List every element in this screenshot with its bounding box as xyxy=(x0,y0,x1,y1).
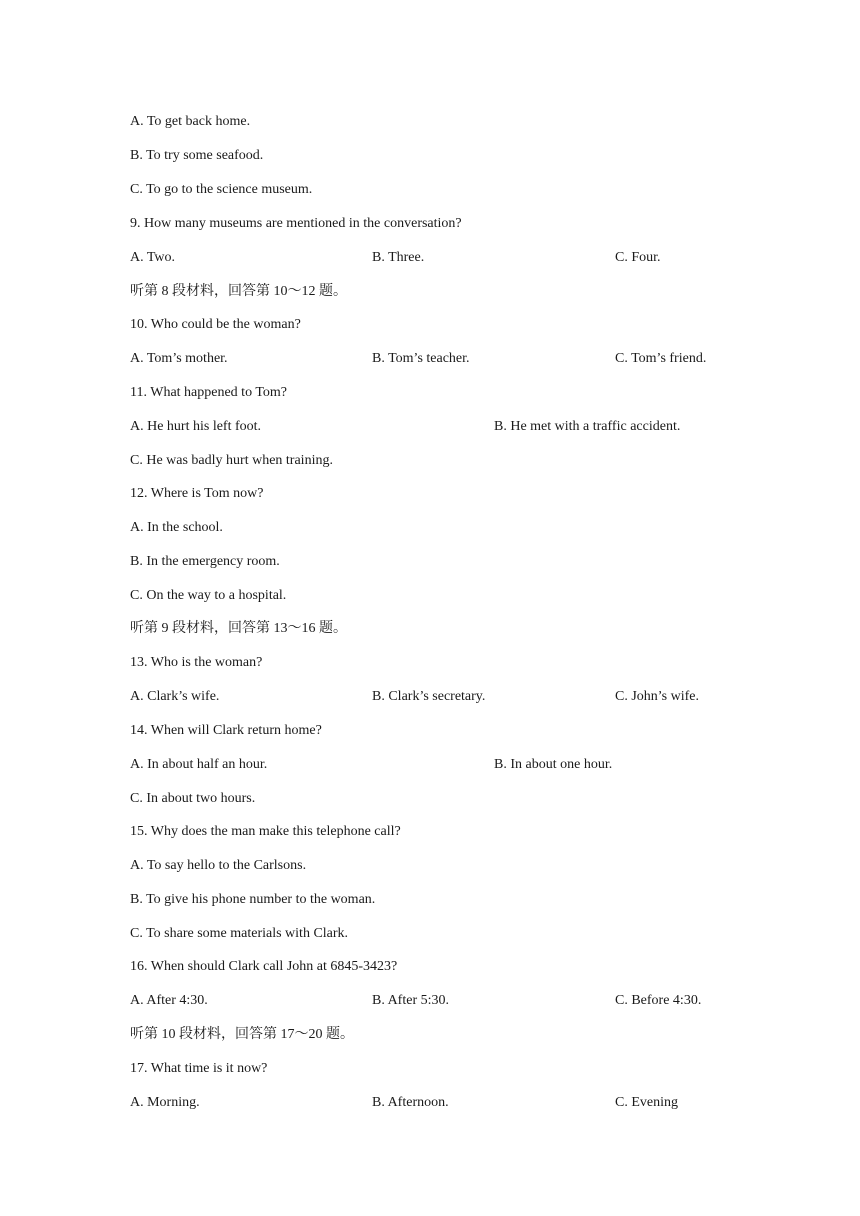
q13-question: 13. Who is the woman? xyxy=(130,655,263,670)
q13-option-c: C. John’s wife. xyxy=(615,689,699,704)
q14-option-b: B. In about one hour. xyxy=(494,757,613,772)
q16-option-a: A. After 4:30. xyxy=(130,993,208,1008)
section-10-heading: 听第 10 段材料，回答第 17～20 题。 xyxy=(130,1027,354,1042)
q14-option-a: A. In about half an hour. xyxy=(130,757,268,772)
q13-option-a: A. Clark’s wife. xyxy=(130,689,220,704)
q17-option-a: A. Morning. xyxy=(130,1095,200,1110)
q17-option-c: C. Evening xyxy=(615,1095,678,1110)
q12-option-a: A. In the school. xyxy=(130,520,223,535)
q10-question: 10. Who could be the woman? xyxy=(130,317,301,332)
q16-question: 16. When should Clark call John at 6845-3423? xyxy=(130,959,398,974)
q16-option-c: C. Before 4:30. xyxy=(615,993,702,1008)
q9-question: 9. How many museums are mentioned in the conversation? xyxy=(130,216,462,231)
q12-option-b: B. In the emergency room. xyxy=(130,554,280,569)
q10-option-c: C. Tom’s friend. xyxy=(615,351,707,366)
q10-option-b: B. Tom’s teacher. xyxy=(372,351,470,366)
q15-question: 15. Why does the man make this telephone call? xyxy=(130,824,401,839)
q8-option-b: B. To try some seafood. xyxy=(130,148,264,163)
q11-option-b: B. He met with a traffic accident. xyxy=(494,419,681,434)
q15-option-c: C. To share some materials with Clark. xyxy=(130,926,349,941)
q17-question: 17. What time is it now? xyxy=(130,1061,268,1076)
q12-question: 12. Where is Tom now? xyxy=(130,486,264,501)
q9-option-b: B. Three. xyxy=(372,250,425,265)
q12-option-c: C. On the way to a hospital. xyxy=(130,588,287,603)
q16-option-b: B. After 5:30. xyxy=(372,993,449,1008)
q11-question: 11. What happened to Tom? xyxy=(130,385,288,400)
q11-option-a: A. He hurt his left foot. xyxy=(130,419,262,434)
section-8-heading: 听第 8 段材料，回答第 10～12 题。 xyxy=(130,284,347,299)
q13-option-b: B. Clark’s secretary. xyxy=(372,689,486,704)
q17-option-b: B. Afternoon. xyxy=(372,1095,449,1110)
q15-option-a: A. To say hello to the Carlsons. xyxy=(130,858,307,873)
q10-option-a: A. Tom’s mother. xyxy=(130,351,228,366)
q14-question: 14. When will Clark return home? xyxy=(130,723,322,738)
q15-option-b: B. To give his phone number to the woman. xyxy=(130,892,376,907)
q8-option-c: C. To go to the science museum. xyxy=(130,182,313,197)
q11-option-c: C. He was badly hurt when training. xyxy=(130,453,333,468)
q9-option-c: C. Four. xyxy=(615,250,661,265)
q14-option-c: C. In about two hours. xyxy=(130,791,256,806)
q8-option-a: A. To get back home. xyxy=(130,114,251,129)
section-9-heading: 听第 9 段材料，回答第 13～16 题。 xyxy=(130,621,347,636)
q9-option-a: A. Two. xyxy=(130,250,176,265)
